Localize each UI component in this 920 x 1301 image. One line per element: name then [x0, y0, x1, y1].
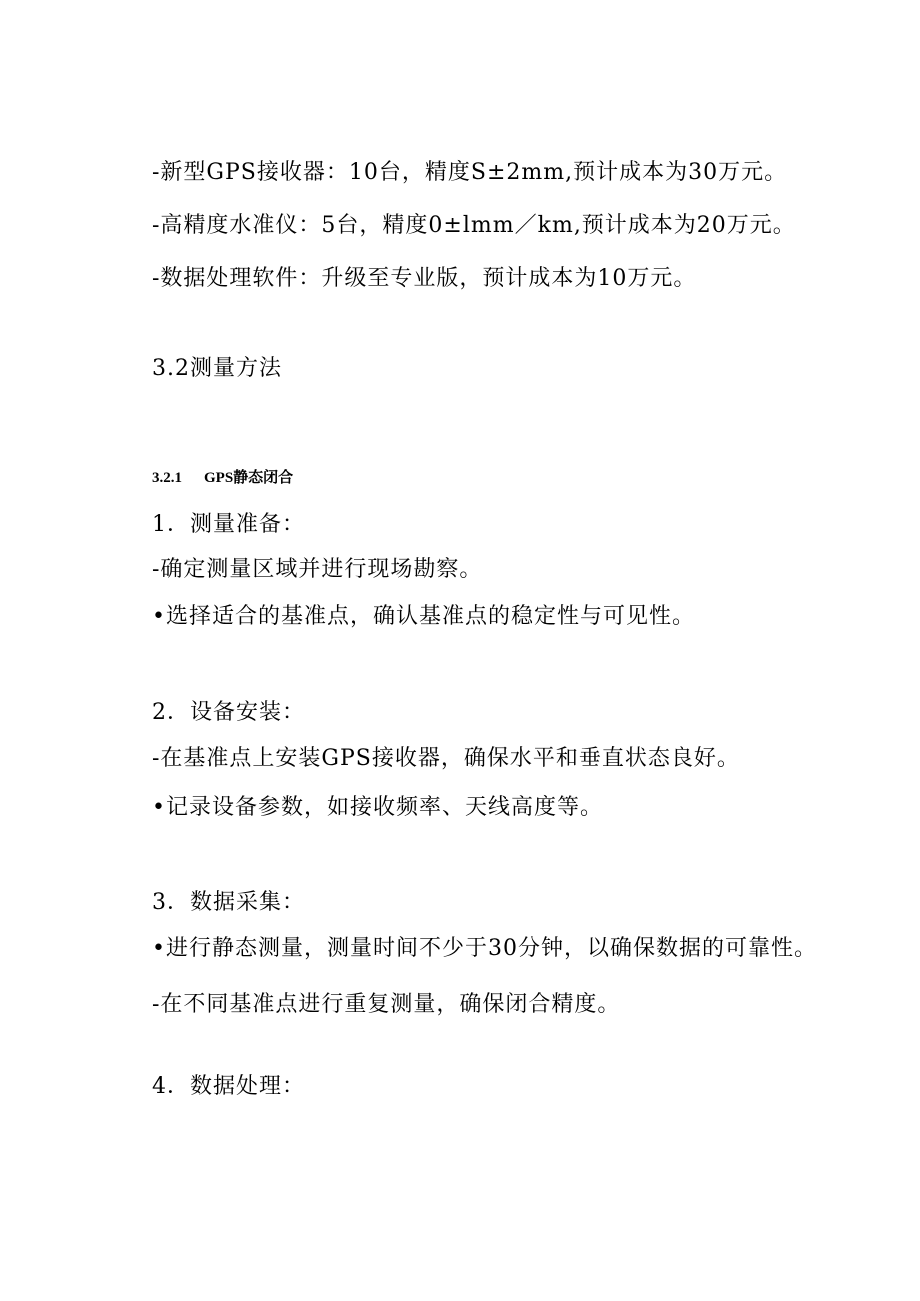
- step-3-item-2: -在不同基准点进行重复测量，确保闭合精度。: [152, 992, 621, 1017]
- step-2-item-1: -在基准点上安装GPS接收器，确保水平和垂直状态良好。: [152, 746, 740, 771]
- subsection-title: GPS静态闭合: [204, 470, 294, 486]
- step-2-heading: 2．设备安装：: [152, 700, 305, 725]
- equipment-line-level: -高精度水准仪：5台，精度0±lmm／km,预计成本为20万元。: [152, 213, 796, 238]
- step-2-item-2: •记录设备参数，如接收频率、天线高度等。: [152, 795, 603, 820]
- section-title: 3.2测量方法: [152, 356, 282, 381]
- step-1-item-1: -确定测量区域并进行现场勘察。: [152, 557, 483, 582]
- subsection-heading: [152, 468, 293, 488]
- step-3-heading: 3．数据采集：: [152, 890, 305, 915]
- equipment-line-software: -数据处理软件：升级至专业版，预计成本为10万元。: [152, 266, 697, 291]
- subsection-number: 3.2.1: [152, 470, 182, 486]
- step-1-heading: 1．测量准备：: [152, 512, 305, 537]
- step-3-item-1: •进行静态测量，测量时间不少于30分钟，以确保数据的可靠性。: [152, 936, 817, 961]
- step-1-item-2: •选择适合的基准点，确认基准点的稳定性与可见性。: [152, 604, 695, 629]
- equipment-line-gps-receiver: -新型GPS接收器：10台，精度S±2mm,预计成本为30万元。: [152, 160, 788, 185]
- step-4-heading: 4．数据处理：: [152, 1074, 305, 1099]
